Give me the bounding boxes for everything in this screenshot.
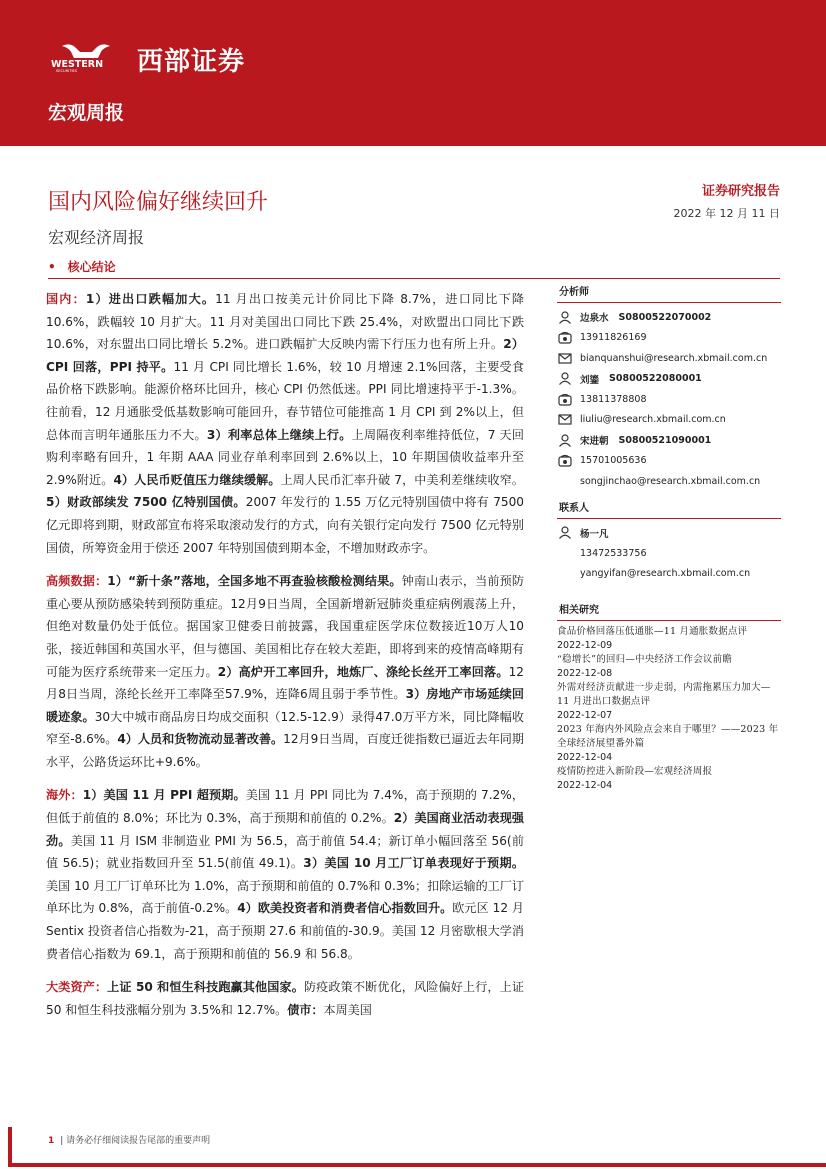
contact-name-row [557,523,781,544]
main-content [46,288,524,1032]
key-point: 上证 50 和恒生科技跑赢其他国家。 [107,980,304,995]
analyst-phone: 13911826169 [580,332,647,344]
analyst-phone: 15701005636 [580,455,647,467]
key-point: 2）高炉开工率回升，地炼厂、涤纶长丝开工率回落。 [217,664,509,679]
analyst-phone-row [557,328,781,349]
analyst-email[interactable]: songjinchao@research.xbmail.com.cn [580,475,761,487]
key-point: 1）美国 11 月 PPI 超预期。 [82,788,246,803]
contact-phone-row [557,543,781,564]
para-text: 12月9日当周，百度迁徙指数已逼近去年同期水平，公路货运环比+9.6%。 [46,732,525,769]
section-heading-text: 核心结论 [67,260,116,274]
related-title[interactable]: 外需对经济贡献进一步走弱，内需拖累压力加大—11 月进出口数据点评 [557,682,771,707]
email-icon [558,413,572,426]
contact-phone: 13472533756 [580,547,647,559]
para-text: 30大中城市商品房日均成交面积（12.5-12.9）录得47.0万平方米，同比降幅收窄至-8.6%。 [46,709,524,747]
key-point: 4）人员和货物流动显著改善。 [117,732,284,747]
paragraph-high-frequency [46,570,524,773]
key-point: 2）CPI 回落，PPI 持平。 [46,337,524,374]
para-lead: 海外： [46,788,83,803]
key-point: 3）利率总体上继续上行。 [206,427,352,442]
analyst-email-row [557,410,781,431]
related-date: 2022-12-08 [557,668,613,679]
analyst-cert: S0800522080001 [609,373,702,385]
page-footer [48,1133,210,1146]
analyst-email[interactable]: bianquanshui@research.xbmail.com.cn [580,352,768,364]
related-date: 2022-12-04 [557,752,613,763]
para-text: 2007 年发行的 1.55 万亿元特别国债中将有 7500 亿元即将到期，财政部宣布将采取滚动发行的方式，向有关银行定向发行 7500 亿元特别国债，所筹资金用于偿还 2007 年特别国债到期本金，不增加财政赤字。 [46,495,524,555]
para-text: 美国 11 月 PPI 同比为 7.4%，高于预期的 7.2%，但低于前值的 8.0%；环比为 0.3%，高于预期和前值的 0.2%。 [46,788,524,826]
para-text: 上周人民币汇率升破 7，中美利差继续收窄。 [280,472,524,487]
analyst-cert: S0800522070002 [618,311,712,323]
section-heading [48,258,116,275]
key-point: 4）欧美投资者和消费者信心指数回升。 [237,901,453,916]
analyst-name-row [557,430,781,451]
related-title[interactable]: 疫情防控进入新阶段—宏观经济周报 [557,766,713,777]
paragraph-overseas [46,784,524,965]
key-point: 3）美国 10 月工厂订单表现好于预期。 [303,856,524,871]
logo-mark-text: WESTERN [51,59,104,70]
analyst-cert: S0800521090001 [618,434,712,446]
contact-email-row [557,564,781,585]
phone-icon [558,393,572,406]
key-point: 1）进出口跌幅加大。 [85,292,216,306]
para-text: 11 月 CPI 同比增长 1.6%，较 10 月增速 2.1%回落，主要受食品价格下跌影响。能源价格环比回升，核心 CPI 仍然低迷。PPI 同比增速持平于-1.3%。往前看，12 月通胀受低基数影响可能回升，春节错位可能推高 1 月 CPI 到 2%以上，但总体而言明年通胀压力不大。 [46,359,524,442]
contact-name: 杨一凡 [580,528,609,540]
para-lead: 高频数据： [46,574,108,589]
report-type: 宏观周报 [48,102,125,124]
related-item[interactable] [557,765,781,793]
para-text: 钟南山表示，当前预防重心要从预防感染转到预防重症。12月9日当周，全国新增新冠肺炎重症病例震荡上升，但绝对数量仍处于低位。据国家卫健委日前披露，我国重症医学床位数接近10万人10张，接近韩国和英国水平，但与德国、美国相比存在较大差距，即将到来的疫情高峰期有可能为医疗系统带来一定压力。 [46,574,524,679]
key-point: 1）“新十条”落地，全国多地不再查验核酸检测结果。 [107,574,402,589]
analyst-name: 刘鎏 [580,374,600,386]
analyst-phone: 13811378808 [580,393,647,405]
key-point: 2）美国商业活动表现强劲。 [46,811,524,848]
para-text: 本周美国 [323,1002,372,1017]
related-item[interactable] [557,723,781,765]
para-text: 欧元区 12 月 Sentix 投资者信心指数为-21，高于预期 27.6 和前值的-30.9。美国 12 月密歇根大学消费者信心指数为 69.1，高于预期和前值的 56.9 和 56.8。 [46,901,525,961]
logo-mark-subtext: SECURITIES [56,69,78,72]
para-text: 美国 10 月工厂订单环比为 1.0%，高于预期和前值的 0.7%和 0.3%；扣除运输的工厂订单环比为 0.8%，高于前值-0.2%。 [46,878,524,916]
para-text: 防疫政策不断优化，风险偏好上行，上证 50 和恒生科技涨幅分别为 3.5%和 12.7%。 [46,980,524,1017]
analyst-name-row [557,307,781,328]
analyst-name: 边泉水 [580,313,609,325]
contact-heading: 联系人 [557,496,781,519]
related-item[interactable] [557,653,781,681]
report-date: 2022 年 12 月 11 日 [673,207,780,220]
western-bull-logo-icon [50,42,122,72]
bullet-icon: • [48,260,56,274]
related-date: 2022-12-09 [557,640,613,651]
contact-email[interactable]: yangyifan@research.xbmail.com.cn [580,568,751,580]
doc-title: 国内风险偏好继续回升 [48,190,269,215]
related-item[interactable] [557,625,781,653]
report-header-banner [0,0,826,146]
doc-subtitle: 宏观经济周报 [48,228,145,247]
email-icon [558,352,572,365]
related-item[interactable] [557,681,781,723]
brand-name: 西部证券 [137,47,246,77]
analyst-name-row [557,369,781,390]
analyst-heading: 分析师 [557,280,781,303]
para-text: 上周隔夜利率维持低位，7 天回购利率略有回升，1 年期 AAA 同业存单利率回到 2.6%以上，10 年期国债收益率升至 2.9%附近。 [46,427,524,487]
phone-icon [558,454,572,467]
key-point: 3）房地产市场延续回暖迹象。 [46,687,524,724]
page-number: 1 [48,1136,55,1146]
person-icon [558,434,572,447]
footer-corner-bar [8,1127,12,1167]
analyst-email[interactable]: liuliu@research.xbmail.com.cn [580,414,726,426]
analyst-phone-row [557,389,781,410]
analyst-name: 宋进朝 [580,436,609,448]
key-point: 债市： [287,1002,324,1017]
para-lead: 大类资产： [46,980,108,995]
related-title[interactable]: 食品价格回落压低通胀—11 月通胀数据点评 [557,626,748,637]
person-icon [558,526,572,539]
key-point: 5）财政部续发 7500 亿特别国债。 [46,495,246,510]
para-text: 美国 11 月 ISM 非制造业 PMI 为 56.5，高于前值 54.4；新订单小幅回落至 56(前值 56.5)；就业指数回升至 51.5(前值 49.1)。 [46,833,524,871]
section-divider [48,278,780,279]
related-date: 2022-12-04 [557,780,613,791]
paragraph-domestic [46,288,524,559]
paragraph-asset-classes [46,976,524,1021]
related-title[interactable]: “稳增长”的回归—中央经济工作会议前瞻 [557,654,733,665]
related-heading: 相关研究 [557,598,781,621]
footer-disclaimer: | 请务必仔细阅读报告尾部的重要声明 [60,1136,211,1146]
para-lead: 国内： [46,292,86,306]
related-title[interactable]: 2023 年海内外风险点会来自于哪里？——2023 年全球经济展望番外篇 [557,724,779,749]
key-point: 4）人民币贬值压力继续缓解。 [113,472,281,487]
para-text: 11 月出口按美元计价同比下降 8.7%，进口同比下降 10.6%，跌幅较 10 月扩大。11 月对美国出口同比下跌 25.4%，对欧盟出口同比下跌 10.6%，对东盟出口同比增长 5.2%。进口跌幅扩大反映内需下行压力也有所上升。 [46,292,524,352]
sidebar [557,280,781,793]
person-icon [558,372,572,385]
para-text: 12月8日当周，涤纶长丝开工率降至57.9%，连降6周且弱于季节性。 [46,664,524,702]
footer-bottom-bar [8,1163,826,1167]
related-date: 2022-12-07 [557,710,613,721]
analyst-email-row [557,348,781,369]
analyst-email-row [557,471,781,492]
report-label: 证券研究报告 [701,184,780,199]
person-icon [558,311,572,324]
phone-icon [558,331,572,344]
analyst-phone-row [557,451,781,472]
